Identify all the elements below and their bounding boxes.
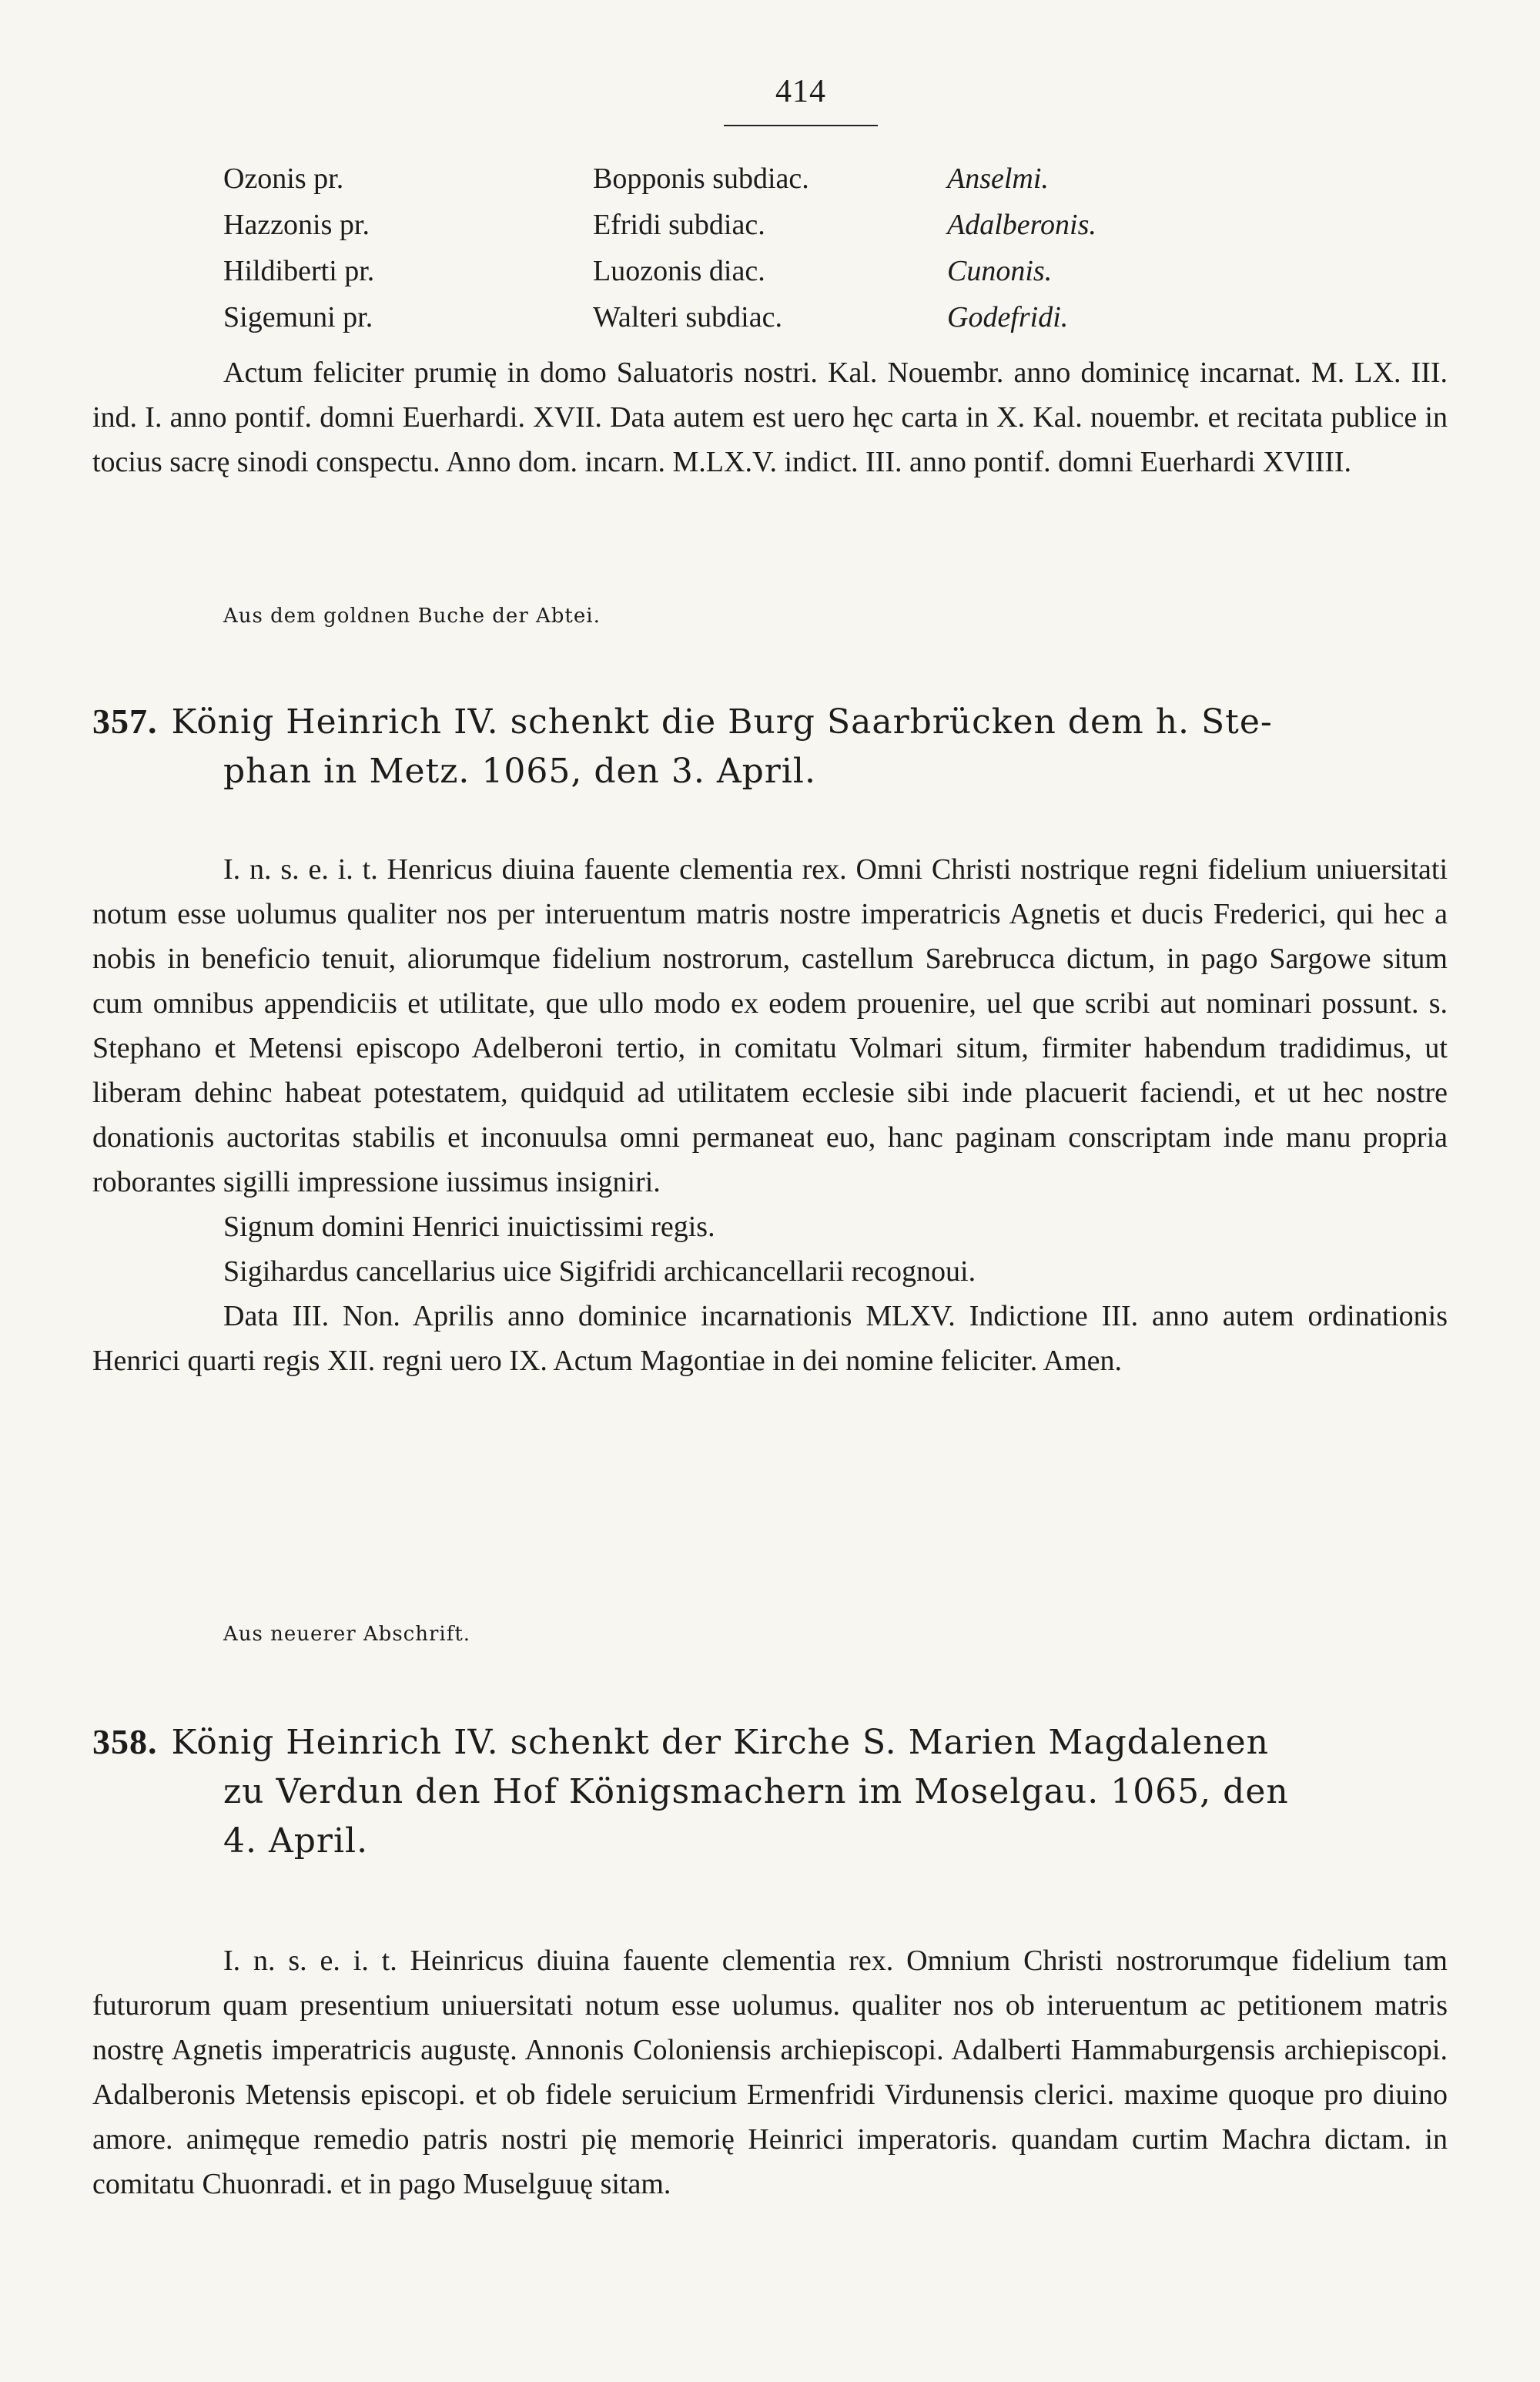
source-note: Aus neuerer Abschrift. bbox=[223, 1623, 471, 1646]
actum-text: Actum feliciter prumię in domo Saluatoris nostri. Kal. Nouembr. anno dominicę incarnat. M. LX. III. ind. I. anno pontif. domni Euerhardi. XVII. Data autem est uero hęc carta in X. Kal. nouembr. et recitata publice in tocius sacrę sinodi conspectu. Anno dom. incarn. M.LX.V. indict. III. anno pontif. domni Euerhardi XVIIII. bbox=[92, 357, 1448, 478]
charter-title-line: zu Verdun den Hof Königsmachern im Moselgau. 1065, den bbox=[223, 1772, 1289, 1811]
witness-name: Adalberonis. bbox=[947, 209, 1096, 241]
charter-heading-357 bbox=[92, 697, 1448, 796]
actum-paragraph bbox=[92, 350, 1448, 484]
charter-title-line: König Heinrich IV. schenkt der Kirche S. Marien Magdalenen bbox=[171, 1723, 1270, 1762]
witness-row bbox=[223, 208, 1301, 254]
charter-signum: Signum domini Henrici inuictissimi regis. bbox=[223, 1211, 715, 1243]
charter-body-357 bbox=[92, 847, 1448, 1383]
page-number: 414 bbox=[775, 74, 826, 109]
witness-list bbox=[223, 162, 1301, 347]
witness-name: Anselmi. bbox=[947, 162, 1049, 195]
source-note: Aus dem goldnen Buche der Abtei. bbox=[223, 605, 601, 628]
charter-text: I. n. s. e. i. t. Henricus diuina fauente clementia rex. Omni Christi nostrique regni fidelium uniuersitati notum esse uolumus qualiter nos per interuentum matris nostre imperatricis Agnetis et ducis Frederici, qui hec a nobis in beneficio tenuit, aliorumque fidelium nostrorum, castellum Sarebrucca dictum, in pago Sargowe situm cum omnibus appendiciis et utilitate, que ullo modo ex eodem prouenire, uel que scribi aut nominari possunt. s. Stephano et Metensi episcopo Adelberoni tertio, in comitatu Volmari situm, firmiter habendum tradidimus, ut liberam dehinc habeat potestatem, quidquid ad utilitatem ecclesie sibi inde placuerit faciendi, et ut hec nostre donationis auctoritas stabilis et inconuulsa omni permaneat euo, hanc paginam conscriptam inde manu propria roborantes sigilli impressione iussimus insigniri. bbox=[92, 853, 1448, 1198]
witness-name: Godefridi. bbox=[947, 301, 1069, 333]
witness-name: Ozonis pr. bbox=[223, 162, 344, 195]
charter-recognition: Sigihardus cancellarius uice Sigifridi archicancellarii recognoui. bbox=[223, 1255, 976, 1288]
witness-name: Hildiberti pr. bbox=[223, 255, 375, 287]
witness-row bbox=[223, 162, 1301, 208]
witness-row bbox=[223, 254, 1301, 300]
witness-name: Luozonis diac. bbox=[593, 255, 765, 287]
charter-number: 358. bbox=[92, 1722, 158, 1761]
witness-name: Walteri subdiac. bbox=[593, 301, 782, 333]
charter-dating: Data III. Non. Aprilis anno dominice incarnationis MLXV. Indictione III. anno autem ordinationis Henrici quarti regis XII. regni uero IX. Actum Magontiae in dei nomine feliciter. Amen. bbox=[92, 1300, 1448, 1377]
charter-title-line: phan in Metz. 1065, den 3. April. bbox=[223, 752, 816, 791]
witness-name: Cunonis. bbox=[947, 255, 1053, 287]
witness-name: Sigemuni pr. bbox=[223, 301, 373, 333]
charter-number: 357. bbox=[92, 702, 158, 741]
charter-text: I. n. s. e. i. t. Heinricus diuina fauente clementia rex. Omnium Christi nostrorumque fidelium tam futurorum quam presentium uniuersitati notum esse uolumus. qualiter nos ob interuentum ac petitionem matris nostrę Agnetis imperatricis augustę. Annonis Coloniensis archiepiscopi. Adalberti Hammaburgensis archiepiscopi. Adalberonis Metensis episcopi. et ob fidele seruicium Ermenfridi Virdunensis clerici. maxime quoque pro diuino amore. animęque remedio patris nostri pię memorię Heinrici imperatoris. quandam curtim Machra dictam. in comitatu Chuonradi. et in pago Muselguuę sitam. bbox=[92, 1945, 1448, 2200]
page-number-rule bbox=[724, 125, 878, 126]
witness-name: Bopponis subdiac. bbox=[593, 162, 809, 195]
charter-heading-358 bbox=[92, 1717, 1448, 1866]
charter-body-358 bbox=[92, 1938, 1448, 2206]
witness-name: Efridi subdiac. bbox=[593, 209, 765, 241]
witness-name: Hazzonis pr. bbox=[223, 209, 370, 241]
charter-title-line: König Heinrich IV. schenkt die Burg Saarbrücken dem h. Ste- bbox=[171, 702, 1273, 742]
charter-title-line: 4. April. bbox=[223, 1821, 369, 1861]
witness-row bbox=[223, 300, 1301, 347]
